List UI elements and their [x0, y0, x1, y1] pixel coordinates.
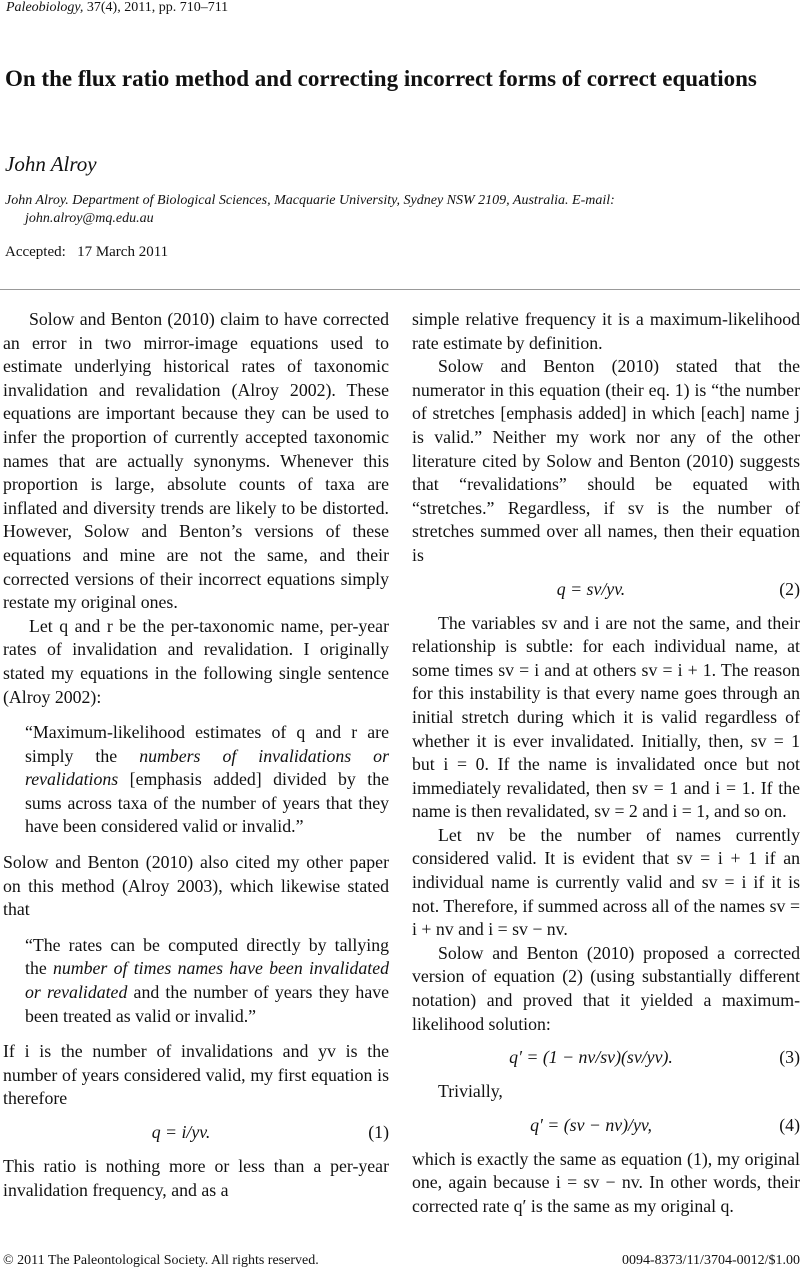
- header-divider: [0, 289, 800, 290]
- right-column: [412, 308, 800, 1219]
- paragraph: The variables sv and i are not the same, and their relationship is subtle: for each individual name, at some times sv = i and at others sv = i + 1. The reason for this instability is that every name goes through an initial stretch during which it is valid regardless of whether it is ever invalidated. Initially, then, sv = 1 but i = 0. If the name is invalidated once but not immediately revalidated, then sv = 1 and i = 1. If the name is then revalidated, sv = 2 and i = 1, and so on.: [412, 612, 800, 822]
- equation-number: (3): [779, 1047, 800, 1068]
- paragraph: Trivially,: [438, 1081, 503, 1102]
- accepted-date: [5, 244, 168, 261]
- equation-4: [412, 1114, 800, 1138]
- quote-text: “The rates can be computed directly by tallying the: [25, 934, 389, 979]
- paragraph: This ratio is nothing more or less than a per-year invalidation frequency, and as a: [3, 1156, 389, 1200]
- paragraph: which is exactly the same as equation (1), my original one, again because i = sv − nv. In other words, their corrected rate q′ is the same as my original q.: [412, 1148, 800, 1216]
- paragraph: Solow and Benton (2010) proposed a corrected version of equation (2) (using substantially different notation) and proved that it yielded a maximum-likelihood solution:: [412, 942, 800, 1034]
- paragraph: simple relative frequency it is a maximum-likelihood rate estimate by definition.: [412, 309, 800, 353]
- paragraph: Let q and r be the per-taxonomic name, per-year rates of invalidation and revalidation. I originally stated my equations in the following single sentence (Alroy 2002):: [3, 615, 389, 707]
- author-name: John Alroy: [5, 152, 97, 176]
- equation-number: (4): [779, 1114, 800, 1135]
- journal-volume: 37(4), 2011, pp. 710–711: [86, 0, 229, 15]
- quote-emphasis: numbers of invalidations or revalidations: [25, 745, 389, 790]
- accepted-label: Accepted:: [5, 244, 66, 260]
- article-title: On the flux ratio method and correcting incorrect forms of correct equations: [5, 66, 757, 91]
- quote-text: [emphasis added] divided by the sums across taxa of the number of years that they have been considered valid or invalid.”: [25, 769, 389, 837]
- journal-name: Paleobiology,: [6, 0, 84, 15]
- paragraph: Solow and Benton (2010) stated that the numerator in this equation (their eq. 1) is “the number of stretches [emphasis added] in which [each] name j is valid.” Neither my work nor any of the other literature cited by Solow and Benton (2010) suggests that “revalidations” should be equated with “stretches.” Regardless, if sv is the number of stretches summed over all names, then their equation is: [412, 356, 800, 565]
- paragraph: Let nv be the number of names currently considered valid. It is evident that sv = i + 1 if an individual name is currently valid and sv = i if it is not. Therefore, if summed across all of the names sv = i + nv and i = sv − nv.: [412, 824, 800, 940]
- equation-2: [412, 578, 800, 602]
- equation-1: [3, 1121, 389, 1145]
- quote-text: and the number of years they have been treated as valid or invalid.”: [25, 982, 389, 1026]
- copyright-notice: © 2011 The Paleontological Society. All rights reserved.: [3, 1253, 319, 1268]
- quote-emphasis: number of times names have been invalidated or revalidated: [25, 958, 389, 1003]
- paragraph: Solow and Benton (2010) also cited my other paper on this method (Alroy 2003), which likewise stated that: [3, 852, 389, 920]
- affiliation-email[interactable]: john.alroy@mq.edu.au: [25, 211, 154, 226]
- equation-text: q = sv/yv.: [556, 578, 626, 599]
- affiliation-name: John Alroy.: [5, 193, 69, 208]
- equation-text: q = i/yv.: [151, 1122, 211, 1142]
- equation-number: (1): [368, 1122, 389, 1142]
- equation-3: [412, 1046, 800, 1070]
- equation-number: (2): [779, 578, 800, 599]
- paragraph: If i is the number of invalidations and yv is the number of years considered valid, my first equation is therefore: [3, 1041, 389, 1109]
- equation-text: q′ = (1 − nv/sv)(sv/yv).: [509, 1047, 673, 1068]
- paragraph: Solow and Benton (2010) claim to have corrected an error in two mirror-image equations used to estimate underlying historical rates of taxonomic invalidation and revalidation (Alroy 2002). These equations are important because they can be used to infer the proportion of currently accepted taxonomic names that are actually synonyms. Whenever this proportion is large, absolute counts of taxa are inflated and diversity trends are likely to be distorted. However, Solow and Benton’s versions of these equations and mine are not the same, and their corrected versions of their incorrect equations simply restate my original ones.: [3, 309, 389, 613]
- quote-text: “Maximum-likelihood estimates of q and r are simply the: [25, 722, 389, 766]
- accepted-value: 17 March 2011: [77, 244, 169, 260]
- issn-code: 0094-8373/11/3704-0012/$1.00: [622, 1253, 800, 1268]
- left-column: [3, 308, 389, 1202]
- affiliation-address: Department of Biological Sciences, Macquarie University, Sydney NSW 2109, Australia. E-mail:: [72, 193, 615, 208]
- block-quote: [25, 721, 389, 839]
- block-quote: [25, 934, 389, 1028]
- journal-citation: [6, 0, 228, 16]
- affiliation: [5, 192, 785, 228]
- equation-text: q′ = (sv − nv)/yv,: [530, 1114, 652, 1135]
